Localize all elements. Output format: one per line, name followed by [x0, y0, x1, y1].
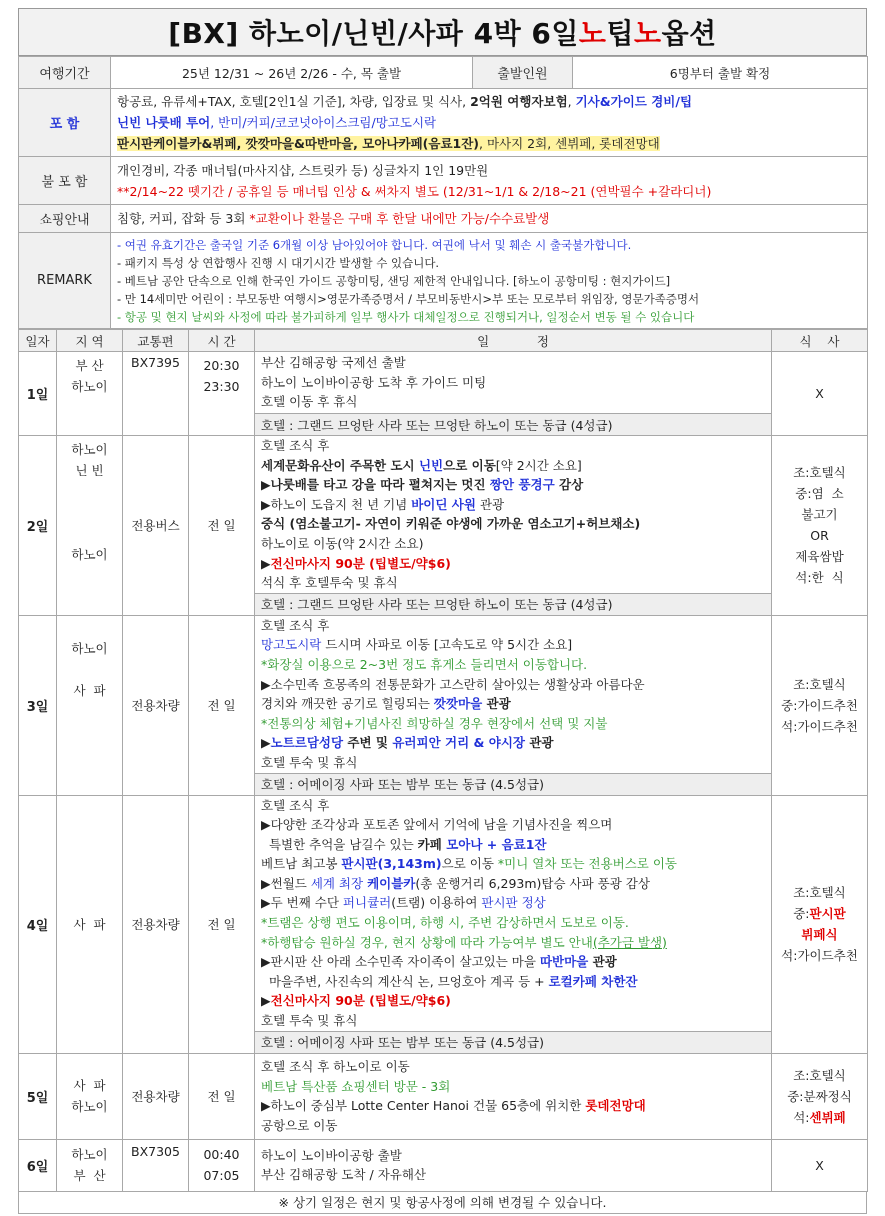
day-5-time: 전 일: [189, 1053, 255, 1139]
day-1-region: [57, 352, 123, 436]
day-3-transport: 전용차량: [123, 615, 189, 795]
itinerary-text: ▶: [261, 735, 271, 751]
include-snacks: , 반미/커피/코코넛아이스크림/망고도시락: [210, 115, 437, 130]
shopping-note: *교환이나 환불은 구매 후 한달 내에만 가능/수수료발생: [245, 211, 550, 226]
exclude-line-2: **2/14~22 뗏기간 / 공휴일 등 매너팁 인상 & 써차지 별도 (12/31~1/1 & 2/18~21 (연박필수 +갈라디너): [117, 183, 712, 199]
day-6-time: [189, 1139, 255, 1191]
meal-item: 중:염 소: [795, 486, 844, 502]
massage-tip: (팁별도/약$6): [364, 555, 451, 571]
time: 07:05: [203, 1168, 240, 1184]
meal-buffet: 뷔페식: [801, 927, 838, 943]
day-2-transport: 전용버스: [123, 436, 189, 616]
itinerary-line: 호텔 조식 후: [261, 617, 330, 633]
itinerary-line: 호텔 조식 후: [261, 438, 330, 453]
itinerary-text: ▶판시판 산 아래 소수민족 자이족이 살고있는 마을: [261, 954, 540, 970]
day-2-hotel: 호텔 : 그랜드 므엉탄 사라 또는 므엉탄 하노이 또는 동급 (4성급): [255, 593, 772, 615]
day-4-meal: [772, 795, 868, 1053]
itinerary-line: 하노이로 이동(약 2시간 소요): [261, 535, 424, 551]
day-5-itinerary: [255, 1053, 772, 1139]
itinerary-text: [약 2시간 소요]: [495, 457, 582, 473]
meal-item: 석:가이드추천: [781, 718, 858, 734]
day-4-time: 전 일: [189, 795, 255, 1053]
place-ta-van: 따반마을: [539, 954, 589, 970]
meal-item: 조:호텔식: [793, 465, 846, 481]
itinerary-text: ▶: [261, 993, 271, 1009]
shopping-content: [111, 205, 868, 233]
exclude-content: [111, 157, 868, 205]
remark-line: - 베트남 공안 단속으로 인해 한국인 가이드 공항미팅, 샌딩 제한적 안내입니다. [하노이 공항미팅 : 현지가이드]: [117, 273, 671, 288]
day-6-label: 6일: [19, 1139, 57, 1191]
day-5-region: [57, 1053, 123, 1139]
place-cat-cat: 깟깟마을: [433, 696, 483, 712]
itinerary-text: 관광: [525, 735, 554, 751]
funicular: 퍼니큘러: [342, 895, 392, 911]
header-day: 일자: [19, 330, 57, 352]
itinerary-note: *전통의상 체험+기념사진 희망하실 경우 현장에서 선택 및 지불: [261, 715, 608, 731]
meal-item: 제육쌈밥: [795, 549, 844, 565]
day-1-meal: X: [772, 352, 868, 436]
itinerary-line: 하노이 노이바이공항 출발: [261, 1147, 402, 1163]
place-notre-dame: 노트르담성당: [270, 735, 344, 751]
day-2-meal: [772, 436, 868, 616]
region: 하노이: [71, 379, 108, 394]
remark-line: - 만 14세미만 어린이 : 부모동반 여행시>영문가족증명서 / 부모비동반시>부 또는 모로부터 위임장, 영문가족증명서: [117, 291, 700, 306]
extra-charge: (추가금 발생): [592, 934, 667, 950]
mango-lunchbox: 망고도시락: [261, 637, 322, 653]
place-trang-an: 짱안 풍경구: [489, 477, 555, 493]
itinerary-note: *하행탑승 원하실 경우, 현지 상황에 따라 가능여부 별도 안내: [261, 934, 593, 950]
region: 사 파: [73, 1078, 106, 1094]
region: 부 산: [75, 358, 104, 373]
place-night-market: 유러피안 거리 & 야시장: [392, 735, 525, 751]
day-5-row: [19, 1053, 868, 1139]
itinerary-line: 호텔 조식 후: [261, 797, 330, 813]
itinerary-document: [18, 8, 867, 1214]
itinerary-text: 으로 이동: [443, 457, 496, 473]
day-1-time: [189, 352, 255, 436]
include-highlights: 판시판케이블카&뷔페, 깟깟마을&따반마을, 모아나카페(음료1잔): [117, 136, 480, 151]
itinerary-text: 세계문화유산이 주목한 도시: [261, 457, 419, 473]
include-extras: , 마사지 2회, 센뷔페, 롯데전망대: [479, 136, 660, 151]
region: 닌 빈: [75, 463, 104, 478]
shopping-visit: 베트남 특산품 쇼핑센터 방문 - 3회: [261, 1078, 451, 1094]
remark-label: REMARK: [19, 233, 111, 329]
itinerary-text: 세계 최장: [310, 875, 368, 891]
day-1-hotel: 호텔 : 그랜드 므엉탄 사라 또는 므엉탄 하노이 또는 동급 (4성급): [255, 414, 772, 436]
shopping-row: [19, 205, 868, 233]
footer-note: ※ 상기 일정은 현지 및 항공사정에 의해 변경될 수 있습니다.: [18, 1192, 867, 1214]
exclude-line-1: 개인경비, 각종 매너팁(마사지샵, 스트릿카 등) 싱글차지 1인 19만원: [117, 162, 489, 178]
day-3-region: [57, 615, 123, 795]
itinerary-line: 중식 (염소불고기- 자연이 키워준 야생에 가까운 염소고기+허브채소): [261, 516, 641, 532]
title-no-tip-mark: 노: [578, 17, 607, 50]
cafe-moana: 모아나 + 음료1잔: [446, 836, 547, 852]
time: 23:30: [203, 379, 240, 394]
day-3-label: 3일: [19, 615, 57, 795]
itinerary-text: 관광: [588, 954, 617, 970]
meal-item: 불고기: [801, 507, 838, 523]
cable-car: 케이블카: [367, 875, 416, 891]
place-ninh-binh: 닌빈: [418, 457, 444, 473]
meal-sen-buffet: 센뷔페: [809, 1109, 846, 1125]
people-label: 출발인원: [473, 57, 573, 89]
include-row: [19, 89, 868, 157]
itinerary-line: ▶다양한 조각상과 포토존 앞에서 기억에 남을 기념사진을 찍으며: [261, 817, 613, 833]
day-2-itinerary: [255, 436, 772, 594]
period-row: [19, 57, 868, 89]
day-3-hotel: 호텔 : 어메이징 사파 또는 밤부 또는 동급 (4.5성급): [255, 773, 772, 795]
day-4-itinerary: [255, 795, 772, 1031]
header-region: 지 역: [57, 330, 123, 352]
title-main: [BX] 하노이/닌빈/사파 4박 6일: [168, 17, 579, 50]
title-no-option-mark: 노: [634, 17, 662, 50]
meal-item: 석:: [793, 1109, 810, 1125]
itinerary-text: 감상: [554, 477, 584, 493]
region: 하노이: [71, 640, 108, 656]
period-label: 여행기간: [19, 57, 111, 89]
day-2-time: 전 일: [189, 436, 255, 616]
itinerary-text: ▶두 번째 수단: [261, 895, 343, 911]
meal-item: 석:가이드추천: [781, 948, 858, 964]
day-4-transport: 전용차량: [123, 795, 189, 1053]
itinerary-text: 마을주변, 사진속의 계산식 논, 므엉호아 계곡 등 +: [261, 973, 549, 989]
include-insurance: 2억원 여행자보험: [470, 94, 568, 109]
itinerary-text: ▶나룻배를 타고 강을 따라 펼쳐지는 멋진: [261, 477, 490, 493]
shopping-text: 침향, 커피, 잡화 등 3회: [117, 211, 246, 226]
itinerary-line: 호텔 투숙 및 휴식: [261, 754, 358, 770]
day-1-transport: BX7395: [123, 352, 189, 436]
meal-item: 중:가이드추천: [781, 697, 858, 713]
title-option: 옵션: [661, 17, 717, 50]
remark-line: - 패키지 특성 상 연합행사 진행 시 대기시간 발생할 수 있습니다.: [117, 255, 440, 270]
day-5-transport: 전용차량: [123, 1053, 189, 1139]
day-1-itinerary: [255, 352, 772, 414]
day-3-meal: [772, 615, 868, 795]
itinerary-text: 으로 이동: [441, 856, 498, 872]
remark-line: - 항공 및 현지 날씨와 사정에 따라 불가피하게 일부 행사가 대체일정으로 진행되거나, 일정순서 변동 될 수 있습니다: [117, 309, 695, 324]
itinerary-line: 공항으로 이동: [261, 1117, 338, 1133]
itinerary-text: ▶하노이 중심부 Lotte Center Hanoi 건물 65층에 위치한: [261, 1098, 586, 1114]
local-cafe: 로컬카페 차한잔: [548, 973, 638, 989]
include-label: 포 함: [19, 89, 111, 157]
itinerary-line: 호텔 투숙 및 휴식: [261, 1013, 358, 1029]
meal-item: 중:: [793, 906, 810, 922]
region: 하노이: [71, 442, 108, 457]
header-time: 시 간: [189, 330, 255, 352]
day-5-label: 5일: [19, 1053, 57, 1139]
exclude-row: [19, 157, 868, 205]
itinerary-note: *화장실 이용으로 2~3번 정도 휴게소 들리면서 이동합니다.: [261, 656, 588, 672]
page-title: [18, 8, 867, 56]
itinerary-note: *트램은 상행 편도 이용이며, 하행 시, 주변 감상하면서 도보로 이동.: [261, 915, 629, 931]
day-5-meal: [772, 1053, 868, 1139]
include-sep: ,: [567, 94, 576, 109]
itinerary-text: ▶: [261, 555, 271, 571]
itinerary-text: 베트남 최고봉: [261, 856, 342, 872]
itinerary-text: 드시며 사파로 이동 [고속도로 약 5시간 소요]: [321, 637, 573, 653]
header-itinerary: 일 정: [255, 330, 772, 352]
region: 하노이: [71, 1099, 108, 1115]
remark-line: - 여권 유효기간은 출국일 기준 6개월 이상 남아있어야 합니다. 여권에 낙서 및 훼손 시 출국불가합니다.: [117, 237, 632, 252]
day-6-region: [57, 1139, 123, 1191]
cafe: 카페: [417, 836, 447, 852]
header-meal: 식 사: [772, 330, 868, 352]
day-6-meal: X: [772, 1139, 868, 1191]
remark-content: [111, 233, 868, 329]
include-boat-tour: 닌빈 나룻배 투어: [117, 115, 211, 130]
itinerary-line: 호텔 조식 후 하노이로 이동: [261, 1058, 410, 1074]
day-4-label: 4일: [19, 795, 57, 1053]
meal-item: 조:호텔식: [793, 885, 846, 901]
day-6-itinerary: [255, 1139, 772, 1191]
place-bai-dinh: 바이딘 사원: [411, 496, 476, 512]
include-text: 항공료, 유류세+TAX, 호텔[2인1실 기준], 차량, 입장료 및 식사,: [117, 94, 471, 109]
region: 하노이: [71, 547, 108, 562]
lotte-observatory: 롯데전망대: [585, 1098, 646, 1114]
period-value: 25년 12/31 ~ 26년 2/26 - 수, 목 출발: [111, 57, 473, 89]
massage: 전신마사지 90분: [270, 555, 365, 571]
itinerary-text: 특별한 추억을 남길수 있는: [261, 836, 418, 852]
itinerary-note: *미니 열차 또는 전용버스로 이동: [497, 856, 677, 872]
schedule-table: [18, 329, 868, 1192]
include-guide-fee: 기사&가이드 경비/팁: [575, 94, 693, 109]
day-2-row: [19, 436, 868, 594]
time: 20:30: [203, 358, 240, 373]
massage-tip: (팁별도/약$6): [364, 993, 451, 1009]
meal-item: 중:분짜정식: [787, 1088, 852, 1104]
region: 사 파: [73, 682, 106, 698]
itinerary-text: (총 운행거리 6,293m)탑승 사파 풍광 감상: [415, 875, 650, 891]
region: 부 산: [73, 1168, 106, 1184]
day-3-itinerary: [255, 615, 772, 773]
info-table: [18, 56, 868, 329]
meal-item: OR: [810, 528, 829, 544]
day-2-region: [57, 436, 123, 616]
itinerary-text: ▶썬월드: [261, 875, 311, 891]
meal-fansipan: 판시판: [809, 906, 846, 922]
itinerary-text: 경치와 깨끗한 공기로 힐링되는: [261, 696, 434, 712]
itinerary-text: 주변 및: [343, 735, 393, 751]
day-6-row: [19, 1139, 868, 1191]
day-3-row: [19, 615, 868, 773]
region: 하노이: [71, 1147, 108, 1163]
itinerary-text: 관광: [482, 696, 511, 712]
day-6-transport: BX7305: [123, 1139, 189, 1191]
day-4-row: [19, 795, 868, 1031]
day-2-label: 2일: [19, 436, 57, 616]
fansipan-peak: 판시판 정상: [481, 895, 546, 911]
include-content: [111, 89, 868, 157]
itinerary-line: 부산 김해공항 도착 / 자유해산: [261, 1167, 427, 1183]
schedule-header: [19, 330, 868, 352]
itinerary-line: 부산 김해공항 국제선 출발: [261, 355, 406, 371]
itinerary-text: 관광: [475, 496, 505, 512]
itinerary-line: ▶소수민족 흐몽족의 전통문화가 고스란히 살아있는 생활상과 아름다운: [261, 676, 645, 692]
day-4-hotel: 호텔 : 어메이징 사파 또는 밤부 또는 동급 (4.5성급): [255, 1031, 772, 1053]
shopping-label: 쇼핑안내: [19, 205, 111, 233]
massage: 전신마사지 90분: [270, 993, 365, 1009]
meal-item: 조:호텔식: [793, 1067, 846, 1083]
header-transport: 교통편: [123, 330, 189, 352]
day-1-label: 1일: [19, 352, 57, 436]
day-3-time: 전 일: [189, 615, 255, 795]
day-4-region: 사 파: [57, 795, 123, 1053]
day-1-row: [19, 352, 868, 414]
people-value: 6명부터 출발 확정: [573, 57, 868, 89]
itinerary-line: 석식 후 호텔투숙 및 휴식: [261, 575, 398, 591]
title-tip: 팁: [606, 17, 635, 50]
time: 00:40: [203, 1147, 240, 1163]
meal-item: 조:호텔식: [793, 676, 846, 692]
itinerary-line: 호텔 이동 후 휴식: [261, 394, 358, 410]
meal-item: 석:한 식: [795, 570, 844, 586]
itinerary-line: 하노이 노이바이공항 도착 후 가이드 미팅: [261, 374, 487, 390]
remark-row: [19, 233, 868, 329]
exclude-label: 불 포 함: [19, 157, 111, 205]
place-fansipan: 판시판(3,143m): [341, 856, 442, 872]
itinerary-text: (트램) 이용하여: [391, 895, 482, 911]
itinerary-text: ▶하노이 도읍지 천 년 기념: [261, 496, 412, 512]
